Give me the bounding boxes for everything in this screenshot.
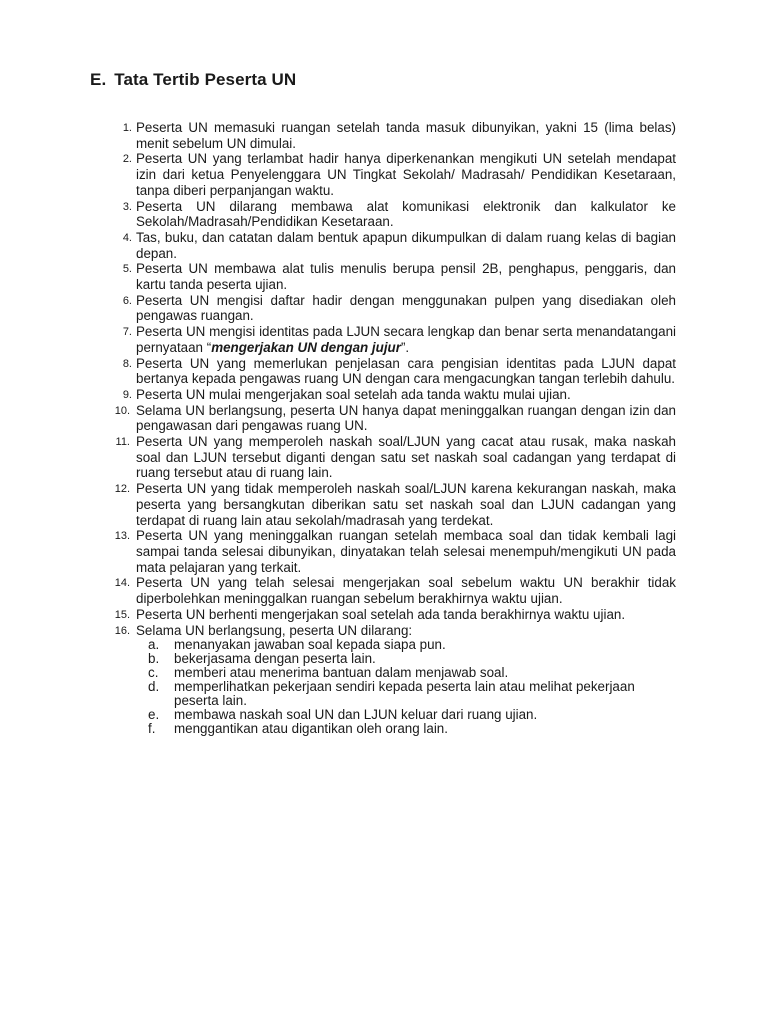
rule-item (90, 623, 676, 737)
prohibition-letter: f. (148, 721, 156, 737)
rule-number: 11. (115, 436, 130, 449)
rule-item (90, 199, 676, 230)
rule-number: 13. (114, 530, 130, 543)
prohibition-text: menggantikan atau digantikan oleh orang lain. (174, 721, 448, 737)
prohibition-text: membawa naskah soal UN dan LJUN keluar dari ruang ujian. (174, 707, 538, 723)
rule-emphasis: mengerjakan UN dengan jujur (211, 339, 401, 355)
prohibition-item (136, 722, 676, 736)
prohibition-item (136, 708, 676, 722)
rule-text: Peserta UN yang memperoleh naskah soal/LJUN yang cacat atau rusak, maka naskah soal dan LJUN tersebut diganti dengan satu set naskah soal cadangan yang terdapat di ruang tersebut atau di ruang lain. (136, 434, 676, 481)
rule-item (90, 230, 676, 261)
rule-text: Peserta UN yang tidak memperoleh naskah soal/LJUN karena kekurangan naskah, maka peserta yang bersangkutan diberikan satu set naskah soal dan LJUN cadangan yang terdapat di ruang lain atau sekolah/madrasah yang terdekat. (136, 481, 676, 528)
rule-item (90, 261, 676, 292)
rule-text: Peserta UN dilarang membawa alat komunikasi elektronik dan kalkulator ke Sekolah/Madrasah/Pendidikan Kesetaraan. (136, 198, 676, 230)
rule-text: Selama UN berlangsung, peserta UN hanya dapat meninggalkan ruangan dengan izin dan pengawasan dari pengawas ruang UN. (136, 402, 676, 434)
rule-item (90, 434, 676, 481)
section-heading (90, 70, 676, 90)
section-letter: E. (90, 70, 107, 89)
rule-number: 3. (122, 200, 132, 213)
prohibitions-list (136, 638, 676, 736)
rule-text: Selama UN berlangsung, peserta UN dilarang: (136, 622, 413, 638)
rule-number: 8. (122, 357, 132, 370)
prohibition-item (136, 680, 676, 708)
rule-text: Peserta UN mengisi daftar hadir dengan menggunakan pulpen yang disediakan oleh pengawas ruangan. (136, 292, 676, 324)
rule-item (90, 324, 676, 355)
rule-item (90, 356, 676, 387)
rule-number: 16. (114, 624, 130, 637)
rule-text: Peserta UN mulai mengerjakan soal setelah ada tanda waktu mulai ujian. (136, 386, 571, 402)
rule-text: Tas, buku, dan catatan dalam bentuk apapun dikumpulkan di dalam ruang kelas di bagian depan. (136, 229, 676, 261)
rule-text: Peserta UN berhenti mengerjakan soal setelah ada tanda berakhirnya waktu ujian. (136, 606, 626, 622)
rule-text: Peserta UN yang terlambat hadir hanya diperkenankan mengikuti UN setelah mendapat izin dari ketua Penyelenggara UN Tingkat Sekolah/ Madrasah/ Pendidikan Kesetaraan, tanpa diberi perpanjangan waktu. (136, 151, 676, 198)
prohibition-letter: b. (148, 651, 160, 667)
prohibition-letter: a. (148, 637, 160, 653)
rule-text: Peserta UN membawa alat tulis menulis berupa pensil 2B, penghapus, penggaris, dan kartu tanda peserta ujian. (136, 261, 676, 293)
rules-list (90, 120, 676, 736)
rule-item (90, 528, 676, 575)
rule-number: 4. (122, 231, 132, 244)
rule-number: 6. (122, 294, 132, 307)
rule-text: Peserta UN mengisi identitas pada LJUN secara lengkap dan benar serta menandatangani pernyataan “ (136, 324, 676, 355)
prohibition-text: memberi atau menerima bantuan dalam menjawab soal. (174, 665, 509, 681)
prohibition-letter: c. (148, 665, 159, 681)
prohibition-text: memperlihatkan pekerjaan sendiri kepada peserta lain atau melihat pekerjaan peserta lain. (174, 679, 635, 709)
rule-item (90, 151, 676, 198)
rule-number: 12. (114, 483, 130, 496)
prohibition-text: menanyakan jawaban soal kepada siapa pun. (174, 637, 446, 653)
prohibition-letter: e. (148, 707, 160, 723)
prohibition-letter: d. (148, 679, 160, 695)
rule-number: 15. (114, 608, 130, 621)
prohibition-item (136, 652, 676, 666)
rule-item (90, 403, 676, 434)
prohibition-text: bekerjasama dengan peserta lain. (174, 651, 376, 667)
rule-item (90, 293, 676, 324)
rule-text: Peserta UN yang memerlukan penjelasan cara pengisian identitas pada LJUN dapat bertanya kepada pengawas ruang UN dengan cara mengacungkan tangan terlebih dahulu. (136, 355, 676, 387)
rule-item (90, 481, 676, 528)
rule-item (90, 575, 676, 606)
rule-number: 7. (122, 326, 132, 339)
rule-number: 9. (122, 388, 132, 401)
rule-text: Peserta UN yang telah selesai mengerjakan soal sebelum waktu UN berakhir tidak diperbolehkan meninggalkan ruangan sebelum berakhirnya waktu ujian. (136, 575, 676, 607)
rule-number: 14. (114, 577, 130, 590)
section-title: Tata Tertib Peserta UN (114, 70, 297, 89)
rule-item (90, 120, 676, 151)
rule-number: 5. (122, 263, 132, 276)
prohibition-item (136, 638, 676, 652)
prohibition-item (136, 666, 676, 680)
rule-number: 1. (122, 122, 132, 134)
rule-number: 10. (114, 404, 130, 417)
rule-item (90, 387, 676, 403)
rule-number: 2. (122, 153, 132, 166)
rule-text: Peserta UN yang meninggalkan ruangan setelah membaca soal dan tidak kembali lagi sampai tanda selesai dibunyikan, dinyatakan telah selesai menempuh/mengikuti UN pada mata pelajaran yang terkait. (136, 528, 676, 575)
rule-text-end: ”. (400, 339, 410, 355)
rule-text: Peserta UN memasuki ruangan setelah tanda masuk dibunyikan, yakni 15 (lima belas) menit sebelum UN dimulai. (136, 120, 676, 151)
rule-item (90, 607, 676, 623)
